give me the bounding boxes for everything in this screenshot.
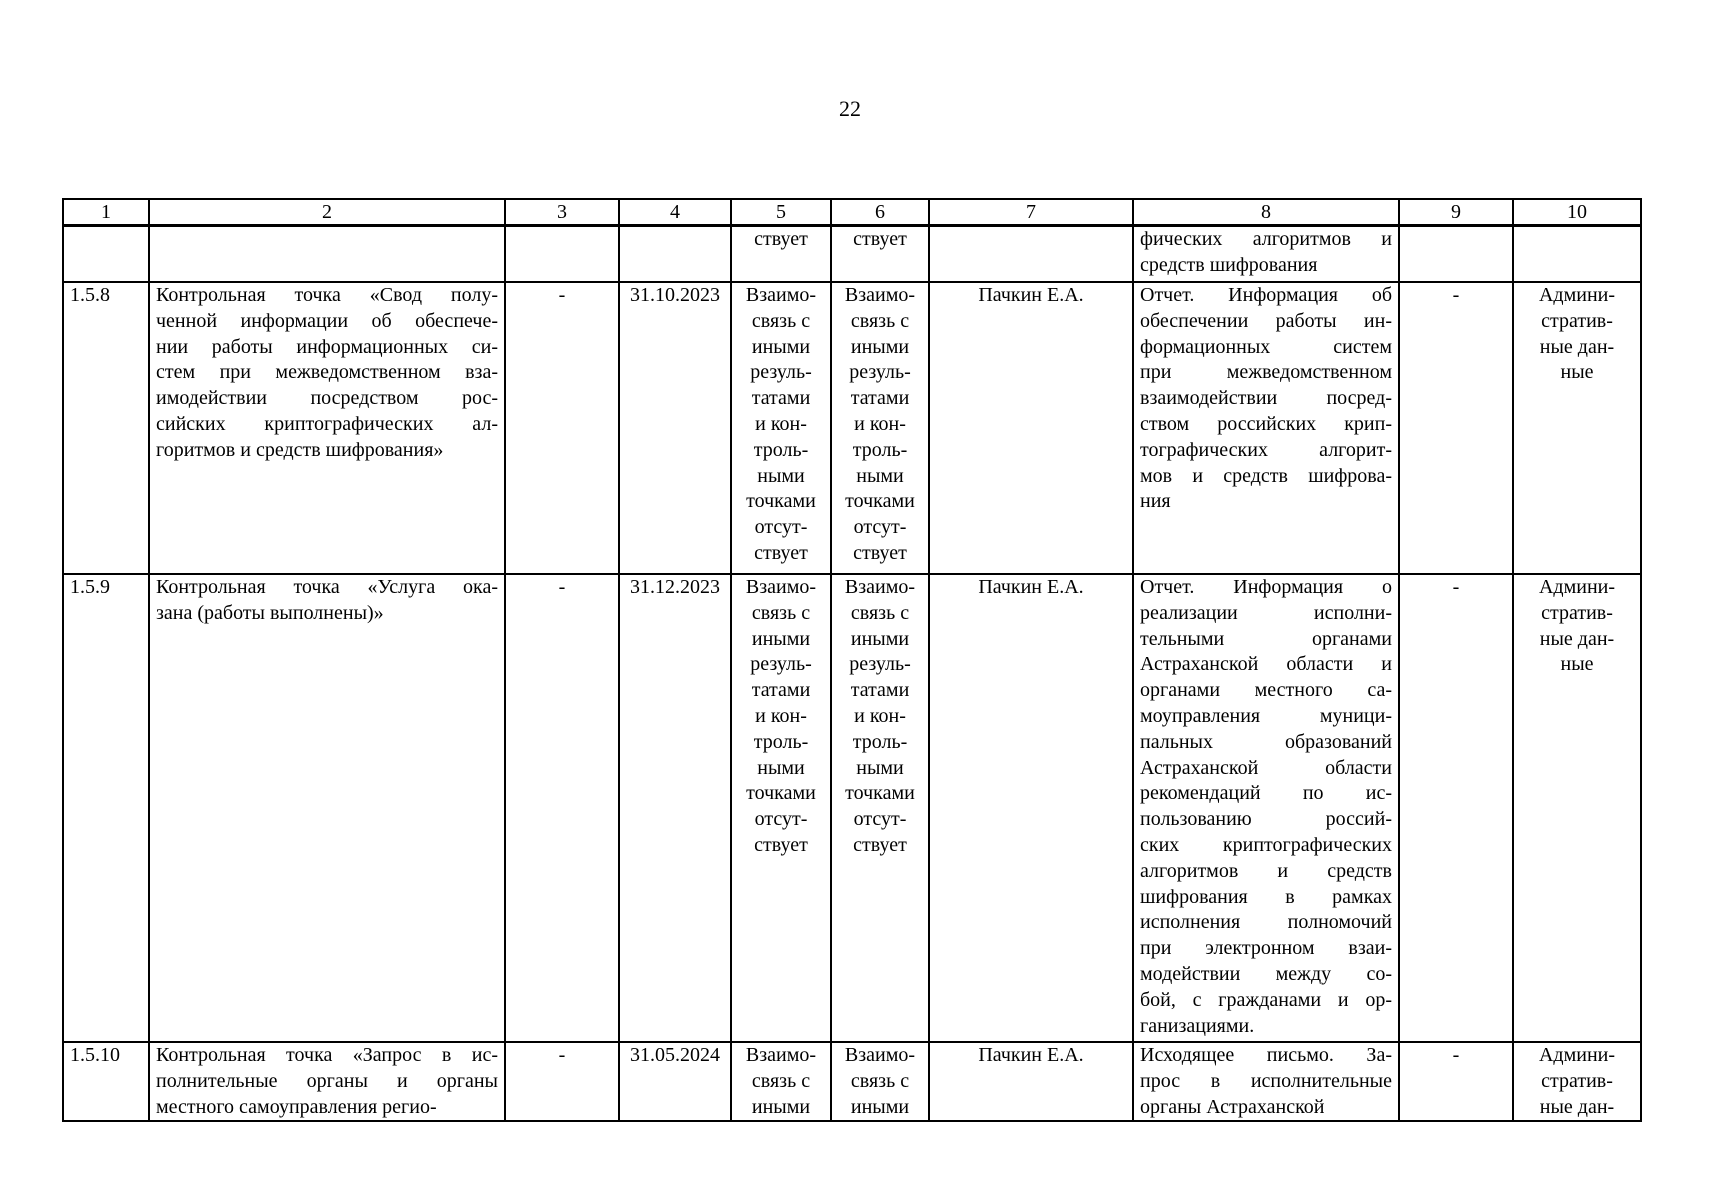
cell-line: иными <box>751 1095 811 1118</box>
cell-line: резуль- <box>849 361 911 384</box>
cell-line: и кон- <box>755 412 807 435</box>
cell-line: отсут- <box>853 516 907 539</box>
cell-line: полнительные органы и органы <box>156 1069 498 1092</box>
cell-col-4 <box>619 226 731 283</box>
header-cell: 3 <box>505 199 619 226</box>
header-cell: 1 <box>63 199 149 226</box>
cell-line: шифрования в рамках <box>1140 885 1392 908</box>
cell-line: Контрольная точка «Услуга ока- <box>156 576 498 598</box>
header-cell: 8 <box>1133 199 1399 226</box>
cell-line: моуправления муници- <box>1140 704 1392 727</box>
cell-line: ными <box>757 464 805 487</box>
cell-col-1: 1.5.8 <box>63 282 149 574</box>
cell-line: связь с <box>850 309 910 332</box>
cell-line: связь с <box>850 601 910 624</box>
cell-line: татами <box>751 679 811 702</box>
page-number: 22 <box>839 96 861 121</box>
cell-line: и кон- <box>755 704 807 727</box>
cell-line: прос в исполнительные <box>1140 1069 1392 1092</box>
cell-line: ными <box>856 464 904 487</box>
cell-line: ствует <box>853 541 907 564</box>
cell-line: Контрольная точка «Запрос в ис- <box>156 1044 498 1066</box>
cell-line: фических алгоритмов и <box>1140 228 1392 250</box>
cell-col-2 <box>149 1042 505 1121</box>
cell-col-2 <box>149 282 505 574</box>
cell-col-10 <box>1513 282 1641 574</box>
cell-line: отсут- <box>754 808 808 831</box>
header-cell: 5 <box>731 199 831 226</box>
cell-line: резуль- <box>750 361 812 384</box>
cell-line: татами <box>850 679 910 702</box>
cell-line: стратив- <box>1541 601 1613 624</box>
header-cell: 6 <box>831 199 929 226</box>
cell-line: горитмов и средств шифрования» <box>156 438 444 461</box>
report-table <box>62 198 1642 1122</box>
cell-line: ные дан- <box>1539 627 1615 650</box>
cell-line: ные <box>1560 653 1594 676</box>
cell-col-6 <box>831 1042 929 1121</box>
cell-line: модействии между со- <box>1140 962 1392 985</box>
cell-line: ные дан- <box>1539 335 1615 358</box>
cell-line: Исходящее письмо. За- <box>1140 1044 1392 1066</box>
header-cell: 9 <box>1399 199 1513 226</box>
cell-col-9: - <box>1399 574 1513 1042</box>
cell-col-5 <box>731 226 831 283</box>
cell-line: троль- <box>852 730 908 753</box>
header-cell: 4 <box>619 199 731 226</box>
cell-col-6 <box>831 574 929 1042</box>
cell-line: связь с <box>751 601 811 624</box>
cell-line: пользованию россий- <box>1140 808 1392 831</box>
cell-line: ствует <box>754 833 808 856</box>
cell-line: реализации исполни- <box>1140 601 1392 624</box>
cell-line: местного самоуправления регио- <box>156 1095 437 1118</box>
cell-line: татами <box>751 387 811 410</box>
cell-line: средств шифрования <box>1140 253 1318 276</box>
cell-col-6 <box>831 282 929 574</box>
cell-col-9 <box>1399 226 1513 283</box>
cell-line: органами местного са- <box>1140 679 1392 702</box>
table-header-row <box>63 199 1641 226</box>
cell-line: ганизациями. <box>1140 1014 1255 1037</box>
cell-line: точками <box>845 490 915 513</box>
cell-line: зана (работы выполнены)» <box>156 601 384 624</box>
cell-col-1 <box>63 226 149 283</box>
cell-col-10 <box>1513 574 1641 1042</box>
cell-col-8 <box>1133 226 1399 283</box>
cell-line: при электронном взаи- <box>1140 937 1392 960</box>
cell-col-3 <box>505 226 619 283</box>
cell-line: отсут- <box>853 808 907 831</box>
cell-col-1: 1.5.10 <box>63 1042 149 1121</box>
cell-line: Астраханской области и <box>1140 653 1392 676</box>
cell-line: ствует <box>853 228 907 250</box>
cell-line: связь с <box>751 309 811 332</box>
cell-line: ния <box>1140 490 1171 513</box>
cell-line: татами <box>850 387 910 410</box>
cell-line: бой, с гражданами и ор- <box>1140 988 1392 1011</box>
cell-line: Админи- <box>1538 1044 1616 1066</box>
cell-line: Админи- <box>1538 284 1616 306</box>
cell-line: стратив- <box>1541 1069 1613 1092</box>
cell-line: обеспечении работы ин- <box>1140 309 1392 332</box>
cell-line: отсут- <box>754 516 808 539</box>
cell-line: точками <box>746 782 816 805</box>
cell-col-8 <box>1133 282 1399 574</box>
cell-line: Контрольная точка «Свод полу- <box>156 284 498 306</box>
cell-line: алгоритмов и средств <box>1140 859 1392 882</box>
cell-line: иными <box>850 335 910 358</box>
cell-line: резуль- <box>750 653 812 676</box>
cell-line: тографических алгорит- <box>1140 438 1392 461</box>
cell-col-7: Пачкин Е.А. <box>929 574 1133 1042</box>
cell-col-4: 31.05.2024 <box>619 1042 731 1121</box>
cell-col-10 <box>1513 226 1641 283</box>
cell-line: стратив- <box>1541 309 1613 332</box>
cell-line: ствует <box>853 833 907 856</box>
cell-line: ченной информации об обеспече- <box>156 309 498 332</box>
cell-line: иными <box>751 335 811 358</box>
cell-line: ством российских крип- <box>1140 412 1392 435</box>
cell-line: Отчет. Информация об <box>1140 284 1392 306</box>
cell-col-7: Пачкин Е.А. <box>929 282 1133 574</box>
cell-line: и кон- <box>854 704 906 727</box>
cell-line: троль- <box>852 438 908 461</box>
table-body <box>63 199 1641 1121</box>
cell-line: мов и средств шифрова- <box>1140 464 1392 487</box>
cell-line: ских криптографических <box>1140 833 1392 856</box>
cell-col-3: - <box>505 282 619 574</box>
cell-col-7 <box>929 226 1133 283</box>
header-cell: 7 <box>929 199 1133 226</box>
cell-line: пальных образований <box>1140 730 1392 753</box>
header-cell: 10 <box>1513 199 1641 226</box>
table-row <box>63 226 1641 283</box>
cell-col-6 <box>831 226 929 283</box>
table-row <box>63 574 1641 1042</box>
cell-col-5 <box>731 574 831 1042</box>
cell-line: троль- <box>753 730 809 753</box>
cell-line: формационных систем <box>1140 335 1392 358</box>
cell-col-1: 1.5.9 <box>63 574 149 1042</box>
cell-line: и кон- <box>854 412 906 435</box>
cell-col-8 <box>1133 574 1399 1042</box>
cell-line: точками <box>845 782 915 805</box>
cell-line: иными <box>751 627 811 650</box>
cell-line: ные <box>1560 361 1594 384</box>
cell-col-8 <box>1133 1042 1399 1121</box>
cell-line: исполнения полномочий <box>1140 911 1392 934</box>
cell-line: Взаимо- <box>844 1044 916 1066</box>
header-cell: 2 <box>149 199 505 226</box>
cell-col-10 <box>1513 1042 1641 1121</box>
cell-line: связь с <box>850 1069 910 1092</box>
cell-col-3: - <box>505 574 619 1042</box>
cell-line: Взаимо- <box>844 284 916 306</box>
cell-line: при межведомственном <box>1140 361 1392 384</box>
table-row <box>63 1042 1641 1121</box>
cell-line: ствует <box>754 228 808 250</box>
cell-line: иными <box>850 627 910 650</box>
cell-line: стем при межведомственном вза- <box>156 361 498 384</box>
cell-line: Отчет. Информация о <box>1140 576 1392 598</box>
cell-line: Взаимо- <box>745 1044 817 1066</box>
cell-line: Взаимо- <box>844 576 916 598</box>
cell-line: ствует <box>754 541 808 564</box>
cell-line: точками <box>746 490 816 513</box>
cell-line: ными <box>757 756 805 779</box>
cell-line: тельными органами <box>1140 627 1392 650</box>
cell-line: органы Астраханской <box>1140 1095 1325 1118</box>
cell-col-5 <box>731 1042 831 1121</box>
cell-col-4: 31.10.2023 <box>619 282 731 574</box>
cell-line: Астраханской области <box>1140 756 1392 779</box>
cell-line: Админи- <box>1538 576 1616 598</box>
cell-line: троль- <box>753 438 809 461</box>
cell-col-5 <box>731 282 831 574</box>
cell-line: ные дан- <box>1539 1095 1615 1118</box>
cell-line: резуль- <box>849 653 911 676</box>
cell-line: взаимодействии посред- <box>1140 387 1392 410</box>
cell-line: связь с <box>751 1069 811 1092</box>
cell-line: имодействии посредством рос- <box>156 387 498 410</box>
cell-line: нии работы информационных си- <box>156 335 498 358</box>
cell-line: Взаимо- <box>745 284 817 306</box>
cell-col-9: - <box>1399 1042 1513 1121</box>
cell-col-4: 31.12.2023 <box>619 574 731 1042</box>
cell-col-7: Пачкин Е.А. <box>929 1042 1133 1121</box>
cell-line: иными <box>850 1095 910 1118</box>
cell-col-9: - <box>1399 282 1513 574</box>
cell-line: ными <box>856 756 904 779</box>
table-row <box>63 282 1641 574</box>
cell-col-2 <box>149 226 505 283</box>
cell-col-3: - <box>505 1042 619 1121</box>
cell-line: Взаимо- <box>745 576 817 598</box>
cell-col-2 <box>149 574 505 1042</box>
cell-line: рекомендаций по ис- <box>1140 782 1392 805</box>
cell-line: сийских криптографических ал- <box>156 412 498 435</box>
